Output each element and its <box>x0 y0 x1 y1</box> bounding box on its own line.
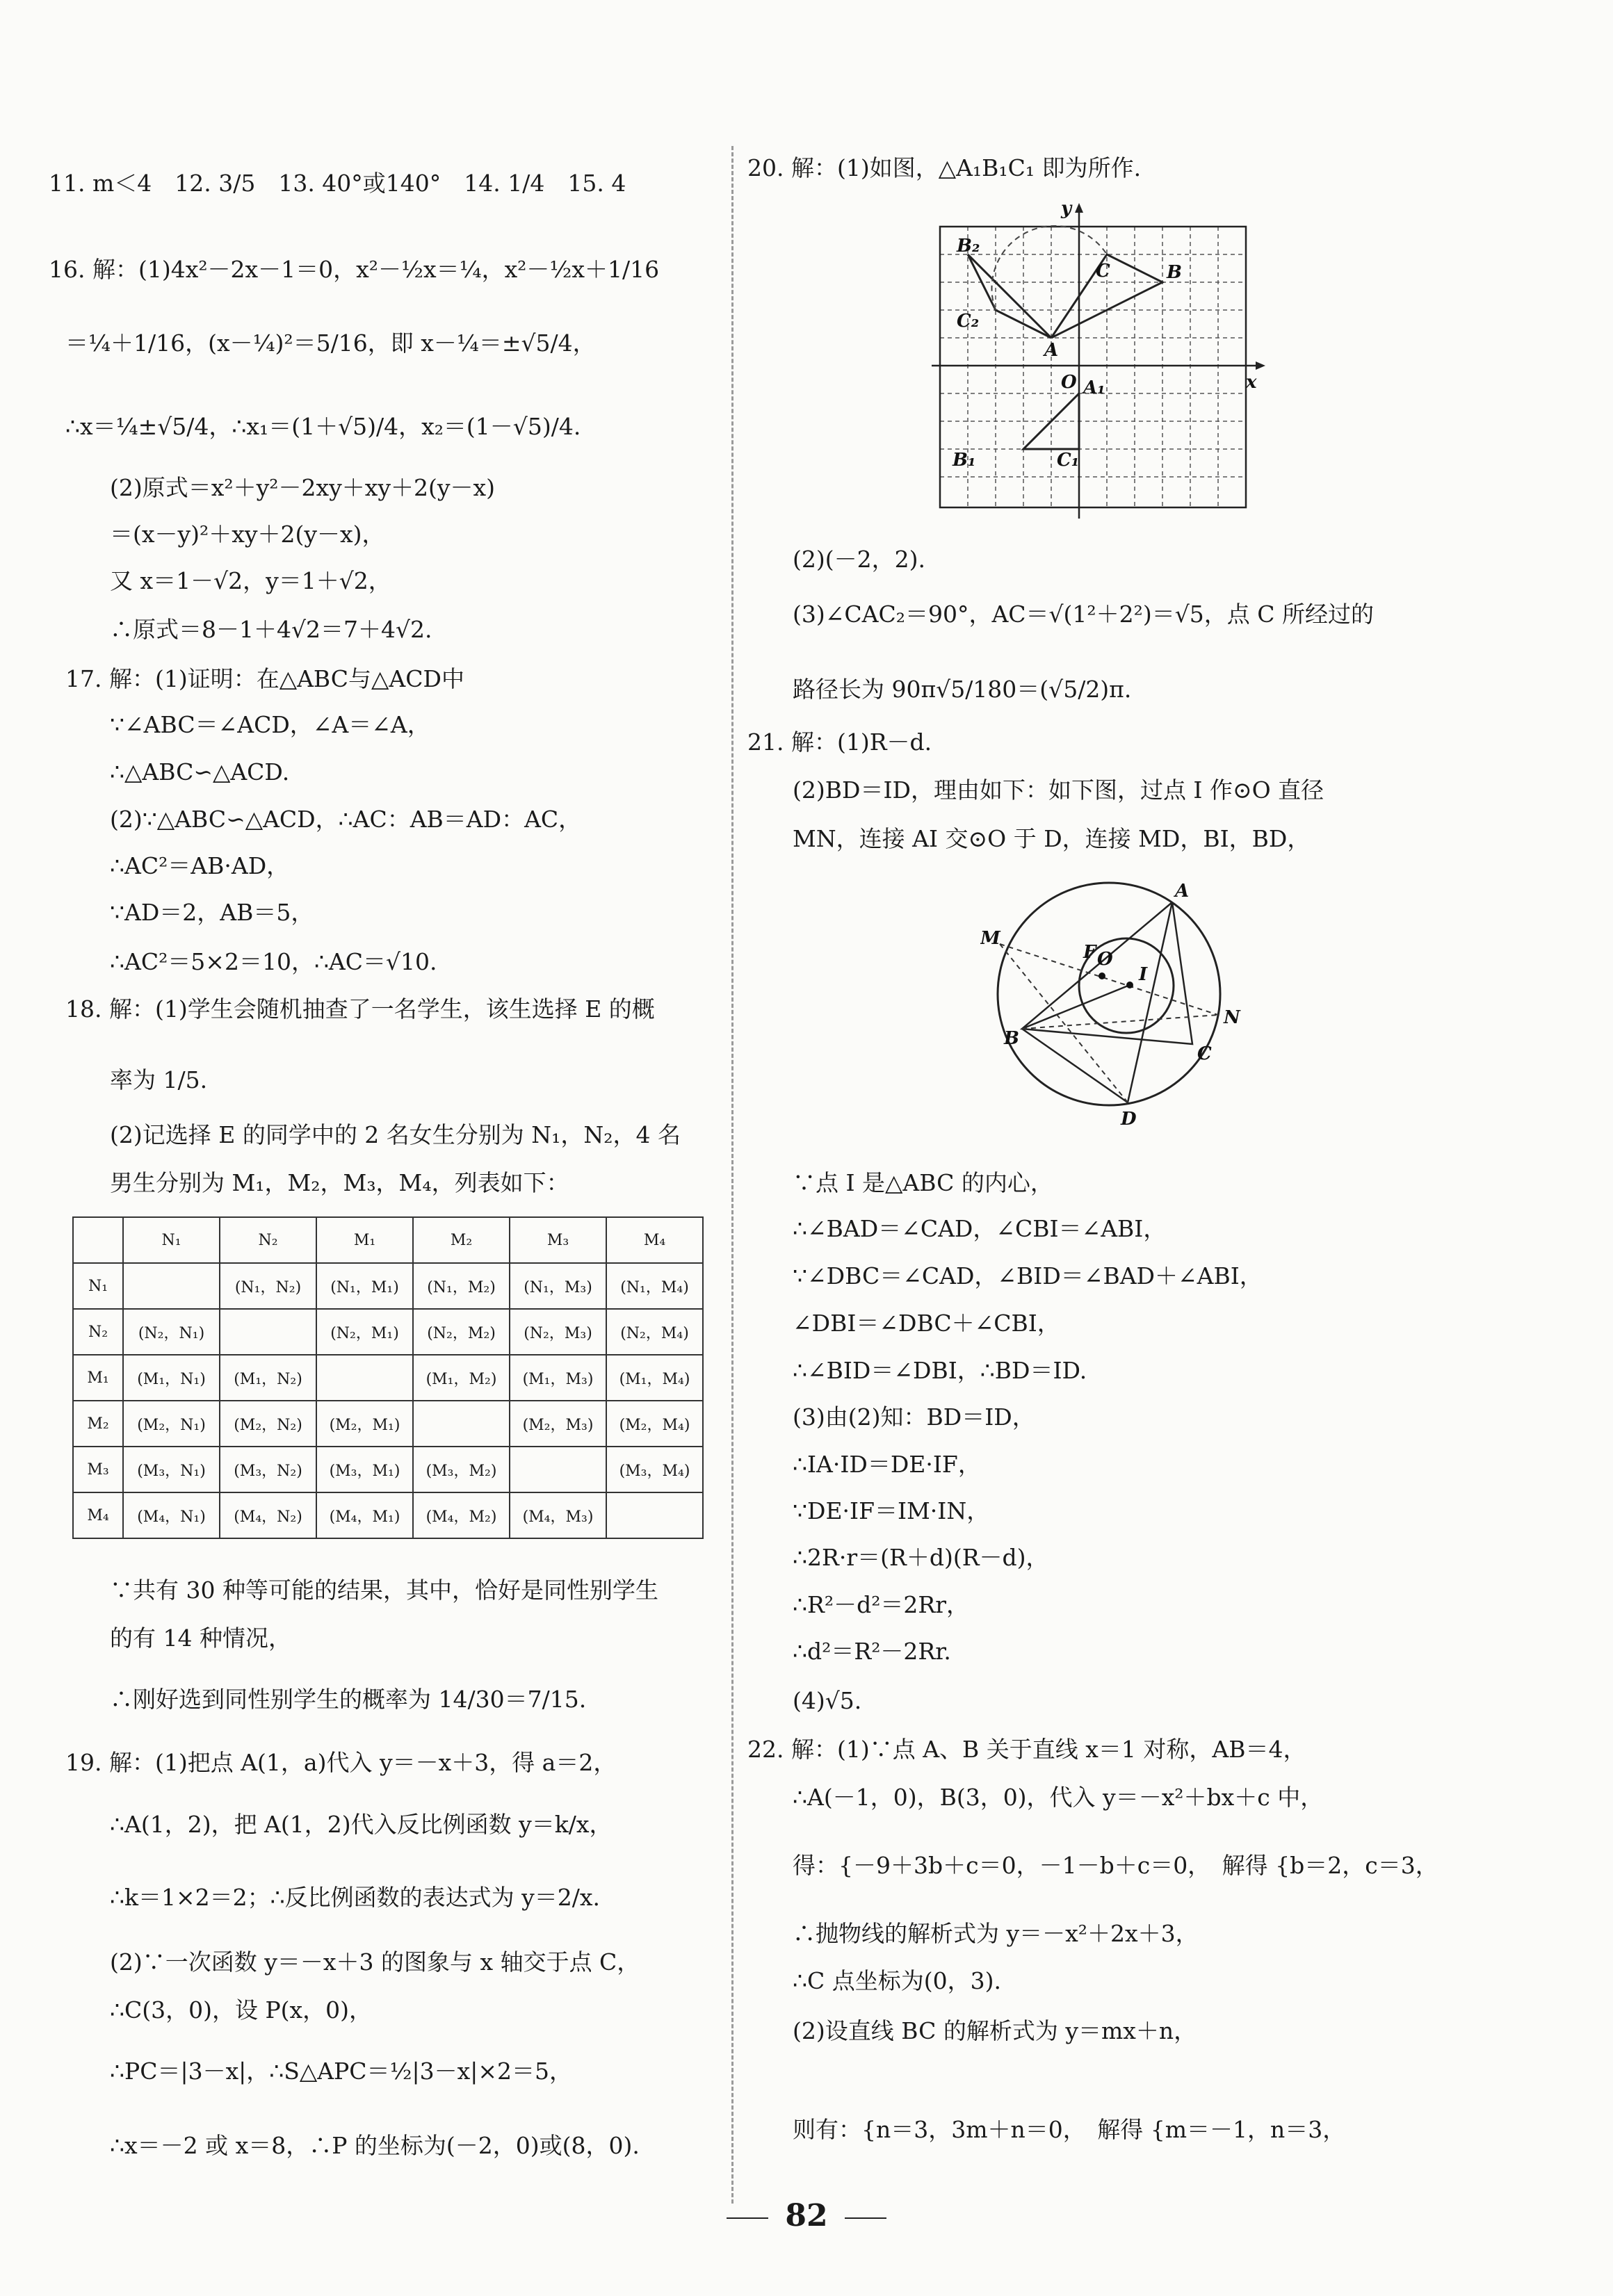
table-cell: (M₃，M₂) <box>413 1447 510 1492</box>
table-row <box>73 1492 703 1538</box>
table-cell: (N₂，M₁) <box>316 1309 413 1355</box>
outcome-table <box>72 1216 704 1539</box>
table-cell: N₁ <box>123 1217 220 1263</box>
answer-line: ∴AC²＝AB·AD， <box>110 852 290 879</box>
table-cell <box>316 1355 413 1401</box>
answer-line: ∴x＝¼±√5/4，∴x₁＝(1＋√5)/4，x₂＝(1－√5)/4. <box>65 413 581 440</box>
page-number-dash <box>845 2217 886 2219</box>
page-number-text: 82 <box>785 2198 828 2233</box>
label-n: N <box>1224 1007 1240 1028</box>
table-cell: M₂ <box>73 1401 123 1447</box>
table-cell: N₂ <box>73 1309 123 1355</box>
answer-line: 得：{－9＋3b＋c＝0，－1－b＋c＝0， 解得 {b＝2，c＝3， <box>793 1852 1438 1879</box>
table-cell: M₂ <box>413 1217 510 1263</box>
label-x-axis: x <box>1246 372 1257 393</box>
table-cell: (M₃，M₁) <box>316 1447 413 1492</box>
page-number <box>0 2198 1613 2233</box>
table-cell: M₃ <box>510 1217 606 1263</box>
table-cell: (M₁，N₂) <box>220 1355 316 1401</box>
answer-line: (4)√5. <box>793 1687 862 1714</box>
answer-line: ∴C(3，0)，设 P(x，0)， <box>110 1996 373 2024</box>
table-row <box>73 1447 703 1492</box>
label-a: A <box>1175 881 1190 902</box>
answer-line: ∴∠BID＝∠DBI，∴BD＝ID. <box>793 1357 1087 1384</box>
label-b: B <box>1004 1028 1019 1049</box>
table-cell <box>413 1401 510 1447</box>
table-cell: (M₃，M₄) <box>606 1447 703 1492</box>
table-cell: (M₄，M₂) <box>413 1492 510 1538</box>
label-b1: B₁ <box>953 450 976 471</box>
table-cell: N₂ <box>220 1217 316 1263</box>
table-cell: (N₁，M₃) <box>510 1263 606 1309</box>
answer-line: 又 x＝1－√2，y＝1＋√2， <box>110 567 391 594</box>
table-cell <box>123 1263 220 1309</box>
table-cell: (N₂，M₃) <box>510 1309 606 1355</box>
answer-line: (2)∵一次函数 y＝－x＋3 的图象与 x 轴交于点 C， <box>110 1948 640 1976</box>
label-c: C <box>1197 1043 1212 1064</box>
label-c1: C₁ <box>1057 450 1080 471</box>
answer-line: (2)BD＝ID，理由如下：如下图，过点 I 作⊙O 直径 <box>793 776 1324 804</box>
answer-line: 20. 解：(1)如图，△A₁B₁C₁ 即为所作. <box>747 154 1142 181</box>
table-cell: (M₃，N₂) <box>220 1447 316 1492</box>
label-a: A <box>1044 340 1059 361</box>
answer-line: 16. 解：(1)4x²－2x－1＝0，x²－½x＝¼，x²－½x＋1/16 <box>49 256 660 283</box>
table-cell <box>220 1309 316 1355</box>
answer-line: ∴x＝－2 或 x＝8，∴P 的坐标为(－2，0)或(8，0). <box>110 2132 640 2159</box>
table-cell: (N₁，M₄) <box>606 1263 703 1309</box>
answer-line: ∴A(－1，0)，B(3，0)，代入 y＝－x²＋bx＋c 中， <box>793 1784 1324 1811</box>
table-cell: M₁ <box>316 1217 413 1263</box>
answer-line: ∵∠ABC＝∠ACD，∠A＝∠A， <box>110 711 430 738</box>
answer-line: (2)∵△ABC∽△ACD，∴AC：AB＝AD：AC， <box>110 806 582 833</box>
answer-line: 则有：{n＝3，3m＋n＝0， 解得 {m＝－1，n＝3， <box>793 2116 1346 2143</box>
answer-line: ∴IA·ID＝DE·IF， <box>793 1451 981 1478</box>
answer-line: (3)由(2)知：BD＝ID， <box>793 1403 1035 1431</box>
table-cell <box>510 1447 606 1492</box>
label-o: O <box>1061 372 1077 393</box>
table-cell: (N₁，M₁) <box>316 1263 413 1309</box>
answer-line: MN，连接 AI 交⊙O 于 D，连接 MD，BI，BD， <box>793 825 1311 852</box>
answer-line: (3)∠CAC₂＝90°，AC＝√(1²＋2²)＝√5，点 C 所经过的 <box>793 601 1375 628</box>
table-cell: (N₁，N₂) <box>220 1263 316 1309</box>
answer-line: ∴∠BAD＝∠CAD，∠CBI＝∠ABI， <box>793 1215 1167 1242</box>
table-cell: (N₂，M₄) <box>606 1309 703 1355</box>
table-cell: (M₂，M₄) <box>606 1401 703 1447</box>
answer-line: (2)记选择 E 的同学中的 2 名女生分别为 N₁，N₂，4 名 <box>110 1121 681 1148</box>
table-cell: (M₁，M₃) <box>510 1355 606 1401</box>
answer-line: ∴AC²＝5×2＝10，∴AC＝√10. <box>110 948 437 975</box>
answer-line: 11. m＜4 12. 3/5 13. 40°或140° 14. 1/4 15. 4 <box>49 170 626 197</box>
table-cell: (M₂，N₁) <box>123 1401 220 1447</box>
table-cell: (M₂，M₁) <box>316 1401 413 1447</box>
label-c2: C₂ <box>957 311 980 332</box>
answer-line: ∠DBI＝∠DBC＋∠CBI， <box>793 1310 1060 1337</box>
answer-line: (2)原式＝x²＋y²－2xy＋xy＋2(y－x) <box>110 474 495 501</box>
answer-line: 18. 解：(1)学生会随机抽查了一名学生，该生选择 E 的概 <box>65 995 655 1023</box>
answer-line: ∵点 I 是△ABC 的内心， <box>793 1169 1053 1196</box>
label-o: O <box>1097 949 1113 970</box>
table-cell <box>606 1492 703 1538</box>
circle-incircle-figure <box>980 862 1245 1126</box>
answer-line: 的有 14 种情况， <box>110 1625 291 1652</box>
label-b: B <box>1167 262 1182 283</box>
table-cell: M₁ <box>73 1355 123 1401</box>
label-a1: A₁ <box>1083 377 1105 398</box>
answer-line: ＝¼＋1/16，(x－¼)²＝5/16，即 x－¼＝±√5/4， <box>65 329 596 357</box>
answer-line: ∵∠DBC＝∠CAD，∠BID＝∠BAD＋∠ABI， <box>793 1262 1263 1289</box>
answer-line: 率为 1/5. <box>110 1066 208 1093</box>
answer-line: 21. 解：(1)R－d. <box>747 728 932 756</box>
answer-line: ∴k＝1×2＝2；∴反比例函数的表达式为 y＝2/x. <box>110 1884 600 1911</box>
answer-line: ∵DE·IF＝IM·IN， <box>793 1497 990 1524</box>
answer-line: ∴C 点坐标为(0，3). <box>793 1967 1001 1994</box>
table-cell: (M₂，N₂) <box>220 1401 316 1447</box>
answer-line: 17. 解：(1)证明：在△ABC与△ACD中 <box>65 665 464 692</box>
label-c: C <box>1096 261 1110 282</box>
label-i: I <box>1139 964 1148 985</box>
answer-line: ∴刚好选到同性别学生的概率为 14/30＝7/15. <box>110 1686 587 1713</box>
answer-line: 路径长为 90π√5/180＝(√5/2)π. <box>793 676 1132 703</box>
label-b2: B₂ <box>957 236 980 257</box>
table-cell: (M₄，M₃) <box>510 1492 606 1538</box>
answer-line: ∵AD＝2，AB＝5， <box>110 899 314 926</box>
coordinate-grid-figure <box>932 202 1265 521</box>
table-cell: (M₄，M₁) <box>316 1492 413 1538</box>
answer-line: 男生分别为 M₁，M₂，M₃，M₄，列表如下： <box>110 1169 569 1196</box>
table-cell: M₄ <box>606 1217 703 1263</box>
table-row <box>73 1309 703 1355</box>
table-cell: M₄ <box>73 1492 123 1538</box>
table-row <box>73 1263 703 1309</box>
answer-line: ∴抛物线的解析式为 y＝－x²＋2x＋3， <box>793 1920 1199 1947</box>
answer-line: ∴2R·r＝(R＋d)(R－d)， <box>793 1544 1049 1571</box>
answer-line: (2)(－2，2). <box>793 546 925 573</box>
label-d: D <box>1121 1109 1137 1126</box>
table-cell: (M₁，M₄) <box>606 1355 703 1401</box>
table-row <box>73 1401 703 1447</box>
table-cell: (N₂，M₂) <box>413 1309 510 1355</box>
table-cell: (N₁，M₂) <box>413 1263 510 1309</box>
page-number-dash <box>727 2217 768 2219</box>
table-cell: (M₂，M₃) <box>510 1401 606 1447</box>
answer-line: 19. 解：(1)把点 A(1，a)代入 y＝－x＋3，得 a＝2， <box>65 1749 617 1776</box>
answer-line: ∴A(1，2)，把 A(1，2)代入反比例函数 y＝k/x， <box>110 1811 613 1838</box>
table-row <box>73 1355 703 1401</box>
answer-line: ∵共有 30 种等可能的结果，其中，恰好是同性别学生 <box>110 1577 658 1604</box>
answer-line: ∴PC＝|3－x|，∴S△APC＝½|3－x|×2＝5， <box>110 2058 573 2085</box>
answer-line: ∴原式＝8－1＋4√2＝7＋4√2. <box>110 616 432 643</box>
table-cell: M₃ <box>73 1447 123 1492</box>
answer-line: ∴d²＝R²－2Rr. <box>793 1638 951 1665</box>
answer-line: ∴R²－d²＝2Rr， <box>793 1591 970 1618</box>
table-cell: (M₁，M₂) <box>413 1355 510 1401</box>
table-cell: N₁ <box>73 1263 123 1309</box>
answer-line: ＝(x－y)²＋xy＋2(y－x)， <box>110 521 385 548</box>
label-f: F <box>1083 942 1096 963</box>
answer-line: (2)设直线 BC 的解析式为 y＝mx＋n， <box>793 2017 1197 2044</box>
table-cell: (M₄，N₁) <box>123 1492 220 1538</box>
table-cell: (M₃，N₁) <box>123 1447 220 1492</box>
table-cell: (M₁，N₁) <box>123 1355 220 1401</box>
table-header-row <box>73 1217 703 1263</box>
column-divider <box>731 146 733 2204</box>
answer-line: ∴△ABC∽△ACD. <box>110 758 290 785</box>
label-m: M <box>980 928 1000 949</box>
table-cell <box>73 1217 123 1263</box>
label-y-axis: y <box>1061 202 1072 219</box>
answer-line: 22. 解：(1)∵点 A、B 关于直线 x＝1 对称，AB＝4， <box>747 1736 1306 1763</box>
table-cell: (N₂，N₁) <box>123 1309 220 1355</box>
table-cell: (M₄，N₂) <box>220 1492 316 1538</box>
